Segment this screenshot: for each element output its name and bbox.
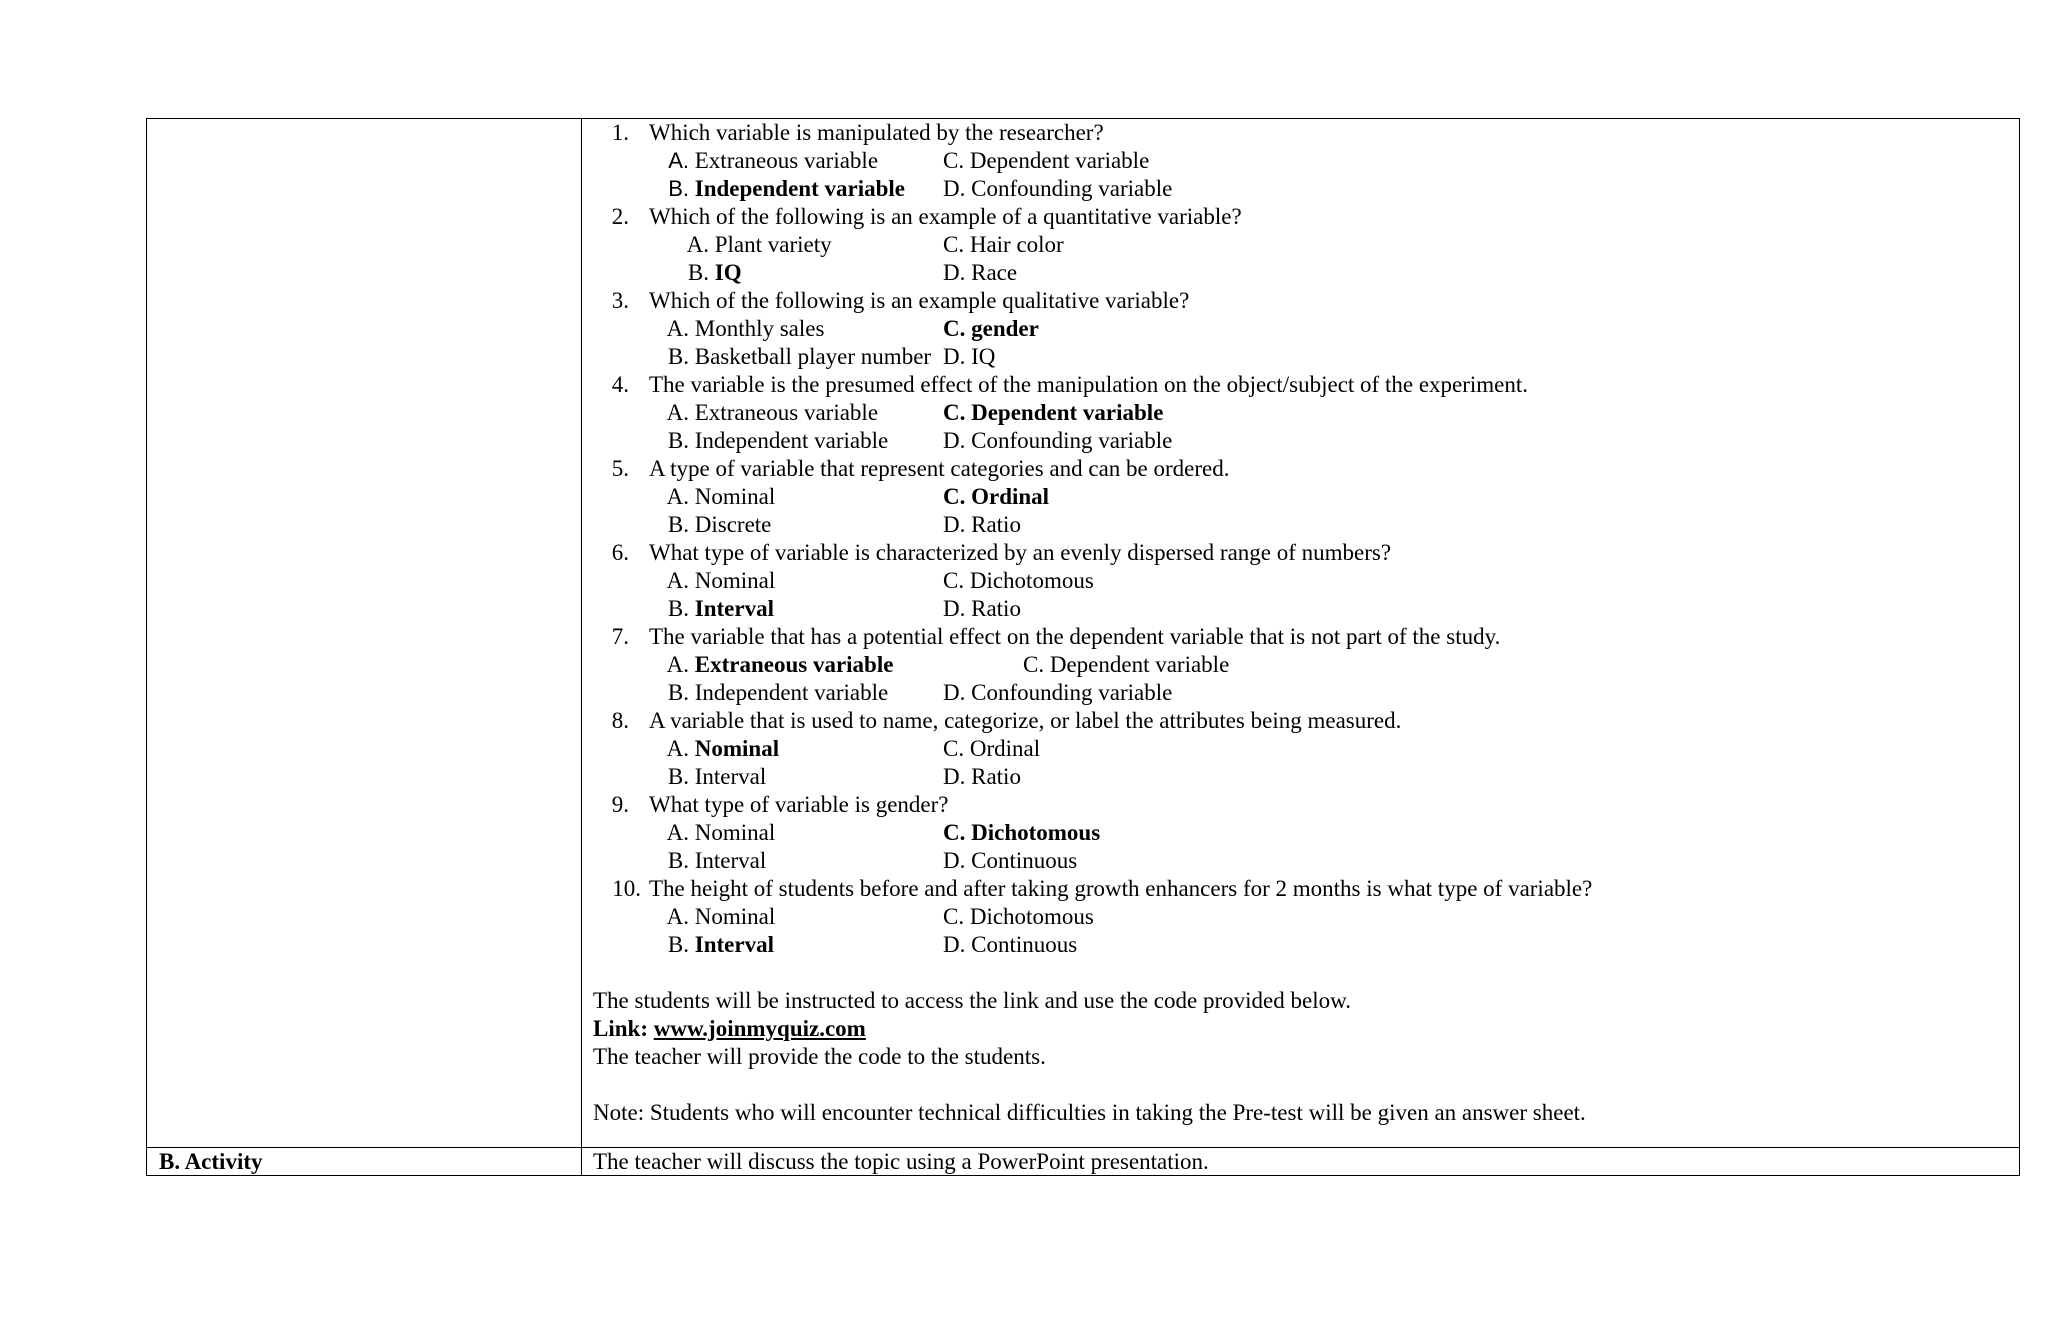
- question-text: A variable that is used to name, categorize, or label the attributes being measured.: [649, 708, 1402, 733]
- question-text: The variable is the presumed effect of the manipulation on the object/subject of the experiment.: [649, 372, 1529, 397]
- choice-label: A.: [666, 400, 689, 425]
- quiz-link[interactable]: www.joinmyquiz.com: [653, 1016, 866, 1041]
- choice-label: B.: [687, 260, 709, 285]
- choice-label: B.: [667, 344, 689, 369]
- choice-a: Extraneous variable: [694, 400, 879, 425]
- choice-d: D. Confounding variable: [943, 428, 1173, 453]
- choice-label: B.: [667, 680, 689, 705]
- choice-d: D. Confounding variable: [943, 176, 1173, 201]
- choice-label: A.: [666, 568, 689, 593]
- question-text: Which of the following is an example of a quantitative variable?: [649, 204, 1242, 229]
- choice-a: Nominal: [694, 820, 776, 845]
- question-number: 5.: [611, 456, 629, 481]
- choice-label: B.: [667, 428, 689, 453]
- column-divider: [581, 119, 582, 1175]
- question-text: A type of variable that represent categories and can be ordered.: [649, 456, 1230, 481]
- choice-label: A.: [666, 904, 689, 929]
- question-number: 9.: [611, 792, 629, 817]
- question-number: 7.: [611, 624, 629, 649]
- question-text: Which of the following is an example qualitative variable?: [649, 288, 1190, 313]
- link-line: [593, 1015, 866, 1043]
- choice-label: B.: [668, 176, 689, 201]
- question-text: The height of students before and after taking growth enhancers for 2 months is what type of variable?: [649, 876, 1593, 901]
- question-text: What type of variable is characterized by an evenly dispersed range of numbers?: [649, 540, 1392, 565]
- choice-b: Interval: [694, 764, 767, 789]
- choice-a: Plant variety: [714, 232, 832, 257]
- choice-d: D. Ratio: [943, 596, 1021, 621]
- choice-c: C. Dichotomous: [943, 904, 1094, 929]
- choice-label: B.: [667, 764, 689, 789]
- choice-label: A.: [666, 652, 689, 677]
- question-text: Which variable is manipulated by the researcher?: [649, 120, 1104, 145]
- activity-label: B. Activity: [159, 1149, 263, 1174]
- choice-a: Nominal: [694, 904, 776, 929]
- activity-text: The teacher will discuss the topic using a PowerPoint presentation.: [593, 1149, 1209, 1174]
- choice-a: Monthly sales: [694, 316, 825, 341]
- choice-a: Extraneous variable: [694, 148, 879, 173]
- choice-c: C. Hair color: [943, 232, 1064, 257]
- choice-label: A.: [666, 820, 689, 845]
- choice-d: D. IQ: [943, 344, 996, 369]
- choice-b: Independent variable: [694, 428, 889, 453]
- choice-d: D. Continuous: [943, 848, 1078, 873]
- code-instruction: The teacher will provide the code to the students.: [593, 1044, 1046, 1069]
- question-text: What type of variable is gender?: [649, 792, 949, 817]
- choice-d: D. Confounding variable: [943, 680, 1173, 705]
- choice-c: C. Dependent variable: [1023, 652, 1230, 677]
- question-number: 3.: [611, 288, 629, 313]
- note-text: Note: Students who will encounter technical difficulties in taking the Pre-test will be given an answer sheet.: [593, 1100, 1586, 1125]
- question-text: The variable that has a potential effect on the dependent variable that is not part of the study.: [649, 624, 1501, 649]
- question-number: 6.: [611, 540, 629, 565]
- choice-d: D. Race: [943, 260, 1018, 285]
- choice-d: D. Continuous: [943, 932, 1078, 957]
- lesson-table: [146, 118, 2020, 1176]
- choice-b-answer: Interval: [694, 932, 774, 957]
- choice-c-answer: C. Dichotomous: [943, 820, 1101, 845]
- question-number: 4.: [611, 372, 629, 397]
- choice-b: Basketball player number: [694, 344, 932, 369]
- choice-c-answer: C. Dependent variable: [943, 400, 1164, 425]
- choice-label: A.: [668, 148, 689, 173]
- choice-b: Independent variable: [694, 680, 889, 705]
- choice-b: Discrete: [694, 512, 772, 537]
- choice-label: B.: [667, 932, 689, 957]
- question-number: 10.: [612, 876, 641, 901]
- choice-a-answer: Extraneous variable: [694, 652, 894, 677]
- question-number: 2.: [611, 204, 629, 229]
- choice-label: B.: [667, 512, 689, 537]
- choice-label: B.: [667, 848, 689, 873]
- choice-b-answer: Independent variable: [694, 176, 905, 201]
- choice-c-answer: C. gender: [943, 316, 1039, 341]
- choice-c: C. Dichotomous: [943, 568, 1094, 593]
- choice-c: C. Ordinal: [943, 736, 1041, 761]
- choice-b-answer: IQ: [714, 260, 742, 285]
- choice-label: A.: [666, 736, 689, 761]
- choice-label: A.: [686, 232, 709, 257]
- choice-label: A.: [666, 316, 689, 341]
- access-instruction: The students will be instructed to access the link and use the code provided below.: [593, 988, 1351, 1013]
- question-number: 1.: [611, 120, 629, 145]
- choice-b: Interval: [694, 848, 767, 873]
- choice-a-answer: Nominal: [694, 736, 780, 761]
- link-label: Link:: [593, 1016, 648, 1041]
- choice-b-answer: Interval: [694, 596, 774, 621]
- choice-d: D. Ratio: [943, 764, 1021, 789]
- choice-label: A.: [666, 484, 689, 509]
- choice-label: B.: [667, 596, 689, 621]
- choice-c-answer: C. Ordinal: [943, 484, 1050, 509]
- choice-c: C. Dependent variable: [943, 148, 1150, 173]
- choice-a: Nominal: [694, 484, 776, 509]
- question-number: 8.: [611, 708, 629, 733]
- choice-d: D. Ratio: [943, 512, 1021, 537]
- choice-a: Nominal: [694, 568, 776, 593]
